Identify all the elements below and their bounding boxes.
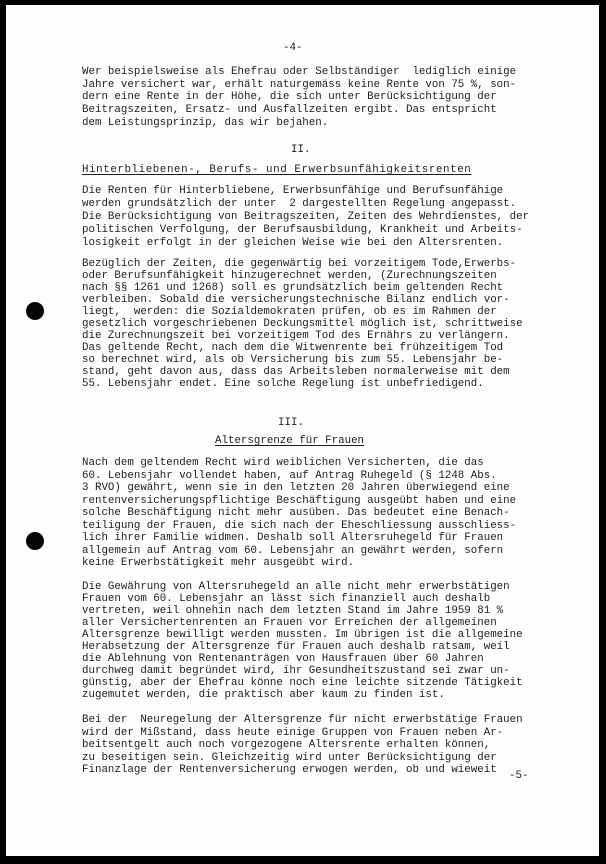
- text-line: verbleiben. Sobald die versicherungstechnische Bilanz endlich vor-: [82, 294, 510, 306]
- text-line: zugemutet werden, die praktisch aber kaum zu finden ist.: [82, 689, 445, 701]
- text-line: teiligung der Frauen, die sich nach der Eheschliessung ausschliess-: [82, 519, 517, 532]
- text-line: liegt, werden: die Sozialdemokraten prüfen, ob es im Rahmen der: [82, 306, 497, 318]
- text-line: günstig, aber der Ehefrau könne noch eine leichte sitzende Tätigkeit: [82, 677, 523, 689]
- text-line: Die Renten für Hinterbliebene, Erwerbsunfähige und Berufsunfähige: [82, 185, 504, 197]
- text-line: keine Erwerbstätigkeit mehr ausgeübt wird.: [82, 557, 355, 569]
- text-line: die Zurechnungszeit bei vorzeitigem Tod des Ernährs zu verlängern.: [82, 330, 510, 342]
- text-line: Beitragszeiten, Ersatz- und Ausfallzeiten ergibt. Das entspricht: [82, 104, 497, 117]
- paragraph: [82, 258, 523, 390]
- text-line: zu beseitigen sein. Gleichzeitig wird unter Berücksichtigung der: [82, 751, 497, 764]
- text-line: beitsentgelt auch noch vorgezogene Altersrente erhalten können,: [82, 739, 491, 751]
- punch-hole: [26, 532, 44, 550]
- text-line: durchweg damit begründet wird, ihr Gesundheitszustand sei zwar un-: [82, 665, 510, 677]
- text-line: Die Gewährung von Altersruhegeld an alle nicht mehr erwerbstätigen: [82, 581, 510, 593]
- page-number: -4-: [283, 42, 303, 54]
- text-line: 3 RVO) gewährt, wenn sie in den letzten 20 Jahren überwiegend eine: [82, 482, 510, 494]
- text-line: rentenversicherungspflichtige Beschäftigung ausgeübt haben und eine: [82, 494, 517, 507]
- text-line: Finanzlage der Rentenversicherung erwogen werden, ob und wieweit: [82, 764, 497, 776]
- section-heading: Altersgrenze für Frauen: [215, 435, 365, 447]
- paragraph: [82, 185, 529, 250]
- text-line: Bezüglich der Zeiten, die gegenwärtig bei vorzeitigem Tode,Erwerbs-: [82, 258, 517, 270]
- text-line: Das geltende Recht, nach dem die Witwenrente bei frühzeitigem Tod: [82, 342, 504, 354]
- text-line: 55. Lebensjahr endet. Eine solche Regelung ist unbefriedigend.: [82, 378, 484, 390]
- section-numeral: II.: [291, 144, 311, 156]
- paragraph: [82, 66, 516, 130]
- section-numeral: III.: [278, 417, 304, 429]
- text-line: wird der Mißstand, dass heute einige Gruppen von Frauen neben Ar-: [82, 726, 504, 739]
- text-line: gesetzlich vorgeschriebenen Deckungsmittel möglich ist, schrittweise: [82, 318, 523, 330]
- text-line: Wer beispielsweise als Ehefrau oder Selbständiger lediglich einige: [82, 66, 517, 78]
- punch-hole: [26, 302, 44, 320]
- paragraph: [82, 581, 523, 701]
- text-line: so berechnet wird, als ob Versicherung bis zum 55. Lebensjahr be-: [82, 354, 504, 366]
- next-page-marker: -5-: [509, 770, 529, 782]
- text-line: Bei der Neuregelung der Altersgrenze für nicht erwerbstätige Frauen: [82, 714, 523, 726]
- text-line: vertreten, weil ohnehin nach dem letzten Stand im Jahre 1959 81 %: [82, 605, 504, 617]
- text-line: Herabsetzung der Altersgrenze für Frauen auch deshalb ratsam, weil: [82, 641, 510, 653]
- text-line: solche Beschäftigung nicht mehr ausüben. Das bedeutet eine Benach-: [82, 507, 510, 519]
- text-line: politischen Verfolgung, der Berufsausbildung, Krankheit und Arbeits-: [82, 224, 523, 236]
- paragraph: [82, 457, 516, 570]
- text-line: lich ihrer Familie widmen. Deshalb soll Altersruhegeld für Frauen: [82, 532, 504, 544]
- text-line: oder Berufsunfähigkeit hinzugerechnet werden, (Zurechnungszeiten: [82, 270, 497, 282]
- section-heading: Hinterbliebenen-, Berufs- und Erwerbsunfähigkeitsrenten: [82, 164, 472, 176]
- text-line: losigkeit erfolgt in der gleichen Weise wie bei den Altersrenten.: [82, 237, 504, 249]
- text-line: nach §§ 1261 und 1268) soll es grundsätzlich beim geltenden Recht: [82, 282, 504, 294]
- text-line: werden grundsätzlich der unter 2 dargestellten Regelung angepasst.: [82, 198, 517, 210]
- text-line: allgemein auf Antrag vom 60. Lebensjahr an gewährt werden, sofern: [82, 544, 504, 557]
- text-line: Altersgrenze bewilligt werden mussten. Im übrigen ist die allgemeine: [82, 629, 523, 641]
- text-line: Nach dem geltendem Recht wird weiblichen Versicherten, die das: [82, 457, 484, 469]
- text-line: dern eine Rente in der Höhe, die sich unter Berücksichtigung der: [82, 91, 497, 104]
- text-line: Jahre versichert war, erhält naturgemäss keine Rente von 75 %, son-: [82, 78, 517, 91]
- text-line: Die Berücksichtigung von Beitragszeiten, Zeiten des Wehrdienstes, der: [82, 211, 530, 223]
- text-line: aller Versichertenrenten an Frauen vor Erreichen der allgemeinen: [82, 617, 497, 629]
- text-line: die Ablehnung von Rentenanträgen von Hausfrauen über 60 Jahren: [82, 653, 484, 665]
- text-line: Frauen vom 60. Lebensjahr an lässt sich finanziell auch deshalb: [82, 593, 491, 605]
- paragraph: [82, 714, 523, 777]
- text-line: stand, geht davon aus, dass das Arbeitsleben normalerweise mit dem: [82, 366, 510, 378]
- text-line: 60. Lebensjahr vollendet haben, auf Antrag Ruhegeld (§ 1248 Abs.: [82, 469, 497, 482]
- text-line: dem Leistungsprinzip, das wir bejahen.: [82, 116, 329, 129]
